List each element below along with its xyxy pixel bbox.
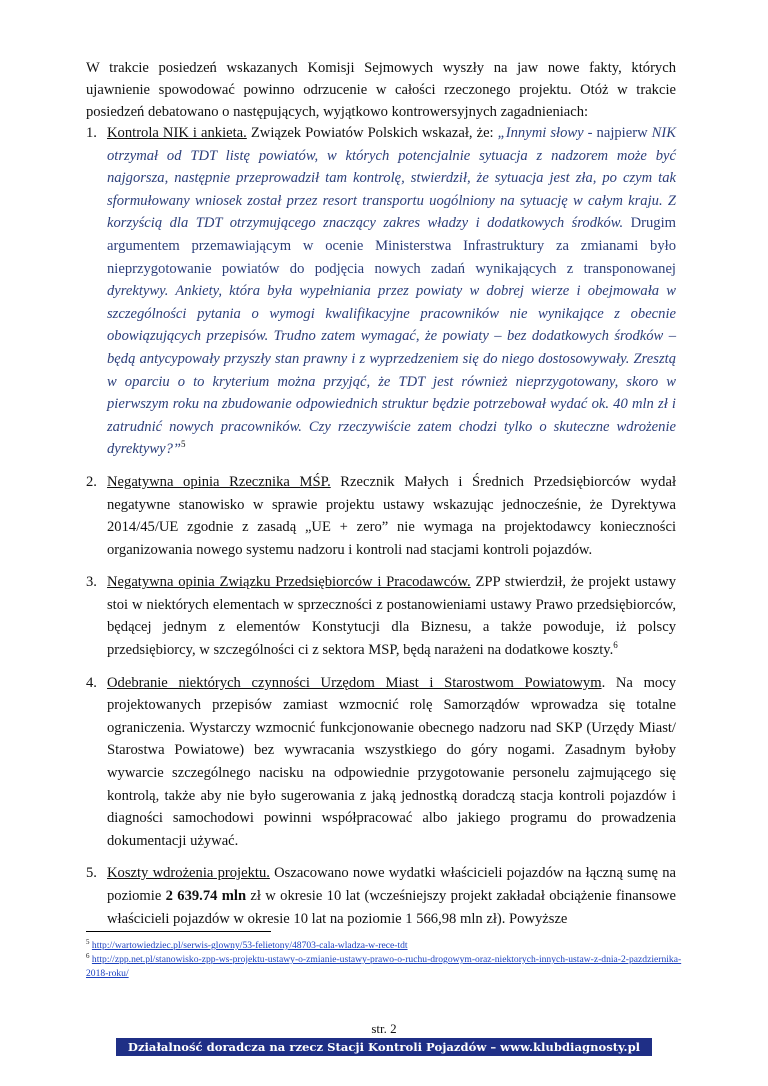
list-item-text: Związek Powiatów Polskich wskazał, że: xyxy=(246,125,498,141)
cost-figure: 2 639.74 mln xyxy=(165,888,247,904)
list-item-number: 5. xyxy=(86,865,97,882)
footer-banner: Działalność doradcza na rzecz Stacji Kontroli Pojazdów – www.klubdiagnosty.pl xyxy=(116,1038,652,1056)
list-item-number: 2. xyxy=(86,473,97,490)
list-item-number: 4. xyxy=(86,674,97,691)
footnote-number: 5 xyxy=(86,937,90,946)
footnote-link[interactable]: http://zpp.net.pl/stanowisko-zpp-ws-projektu-ustawy-o-zmianie-ustawy-prawo-o-ruchu-drogowym-oraz-niektorych-innych-ustaw-z-dnia-2-pazdziernika-2018-roku/ xyxy=(86,954,682,979)
list-item-text: Oszacowano nowe wydatki właścicieli pojazdów na łączną sumę na poziomie xyxy=(107,865,676,904)
list-item-text: ZPP stwierdził, że projekt ustawy stoi w niektórych elementach w sprzeczności z postanowieniami ustawy Prawo przedsiębiorców, będącej jednym z elementów Konstytucji dla Biznesu, a także powoduje, iż polscy przedsiębiorcy, w szczególności ci z sektora MSP, będą narażeni na dodatkowe koszty. xyxy=(107,574,677,659)
list-item-4 xyxy=(86,672,676,853)
list-item-1 xyxy=(86,122,676,461)
quote-part: najpierw xyxy=(596,125,648,141)
numbered-list xyxy=(86,122,676,930)
list-item-title: Negatywna opinia Rzecznika MŚP. xyxy=(107,473,331,490)
quote-part: Drugim argumentem przemawiającym w ocenie Ministerstwa Infrastruktury za zmianami było nieprzygotowanie powiatów do podjęcia nowych zadań wynikających z transponowanej xyxy=(107,215,676,277)
quote-part: dyrektywy. Ankiety, która była wypełniania przez powiaty w dobrej wierze i obejmowała w szczególności pytania o wymogi kwalifikacyjne pracowników nie wynikające z obecnie obowiązujących przepisów. Trudno zatem wymagać, że powiaty – bez dodatkowych środków – będą antycypowały przyszły stan prawny i z wyprzedzeniem się do niego dostosowywały. Zresztą w oparciu o to kryterium można przyjąć, że TDT jest również nieprzygotowany, skoro w pierwszym roku na zbudowanie odpowiednich struktur będzie potrzebował wydać ok. 40 mln zł i zatrudnić nowych pracowników. Czy rzeczywiście zatem chodzi tylko o skuteczne wdrożenie dyrektywy?” xyxy=(107,283,676,458)
list-item-2 xyxy=(86,471,676,561)
footnote-5 xyxy=(86,939,686,953)
list-item-title: Koszty wdrożenia projektu. xyxy=(107,865,270,882)
list-item-number: 3. xyxy=(86,574,97,591)
list-item-number: 1. xyxy=(86,125,97,141)
list-item-text: zł w okresie 10 lat (wcześniejszy projekt zakładał obciążenie finansowe właścicieli pojazdów w okresie 10 lat na poziomie 1 566,98 mln zł). Powyższe xyxy=(107,888,676,927)
quote-text xyxy=(107,125,676,457)
intro-paragraph: W trakcie posiedzeń wskazanych Komisji Sejmowych wyszły na jaw nowe fakty, których ujawnienie spowodować powinno odrzucenie w całości rzeczonego projektu. Otóż w trakcie posiedzeń debatowano o następujących, wyjątkowo kontrowersyjnych zagadnieniach: xyxy=(86,59,676,120)
quote-part: NIK otrzymał od TDT listę powiatów, w których potencjalnie sytuacja z nadzorem może być najgorsza, następnie przeprowadził tam kontrolę, stwierdził, że sytuacja jest zła, po czym tak sformułowany wniosek został przez resort transportu uogólniony na sytuację w całym kraju. Z korzyścią dla TDT otrzymującego znaczący zakres władzy i dodatkowych środków. xyxy=(107,125,676,232)
footnote-number: 6 xyxy=(86,951,90,960)
list-item-title: Odebranie niektórych czynności Urzędom Miast i Starostwom Powiatowym xyxy=(107,674,602,691)
footnote-ref: 5 xyxy=(181,439,186,450)
list-item-text: Rzecznik Małych i Średnich Przedsiębiorców wydał negatywne stanowisko w sprawie projektu ustawy wskazując jednocześnie, że Dyrektywa 2014/45/UE zgodnie z zasadą „UE + zero” nie wymaga na projektodawcy konieczności organizowania nowego systemu nadzoru i kontroli nad stacjami kontroli pojazdów. xyxy=(107,473,676,558)
list-item-title: Negatywna opinia Związku Przedsiębiorców i Pracodawców. xyxy=(107,574,471,591)
list-item-text: . Na mocy projektowanych przepisów zamiast wzmocnić rolę Samorządów wprowadza się totalne ograniczenia. Wystarczy wzmocnić funkcjonowanie obecnego nadzoru nad SKP (Urzędy Miast/ Starostwa Powiatowe) bez wywracania wszystkiego do góry nogami. Zasadnym byłoby wywarcie szczególnego nacisku na odpowiednie przygotowanie personelu zajmującego się kontrolą, także aby nie było sugerowania z jaką jednostką doradczą stacja kontroli pojazdów i diagności samochodowi powinni współpracować albo jakiego programu do prowadzenia dokumentacji używać. xyxy=(107,674,676,849)
footnote-ref: 6 xyxy=(613,640,618,651)
list-item-3 xyxy=(86,571,676,661)
footnote-divider xyxy=(86,931,271,932)
page-number: str. 2 xyxy=(371,1021,397,1036)
list-item-title: Kontrola NIK i ankieta. xyxy=(107,125,247,141)
list-item-5 xyxy=(86,862,676,930)
footnote-link[interactable]: http://wartowiedziec.pl/serwis-glowny/53-felietony/48703-cala-wladza-w-rece-tdt xyxy=(91,940,408,951)
quote-part: „Innymi słowy - xyxy=(497,125,597,141)
footnotes xyxy=(86,939,686,981)
footnote-6 xyxy=(86,953,686,981)
